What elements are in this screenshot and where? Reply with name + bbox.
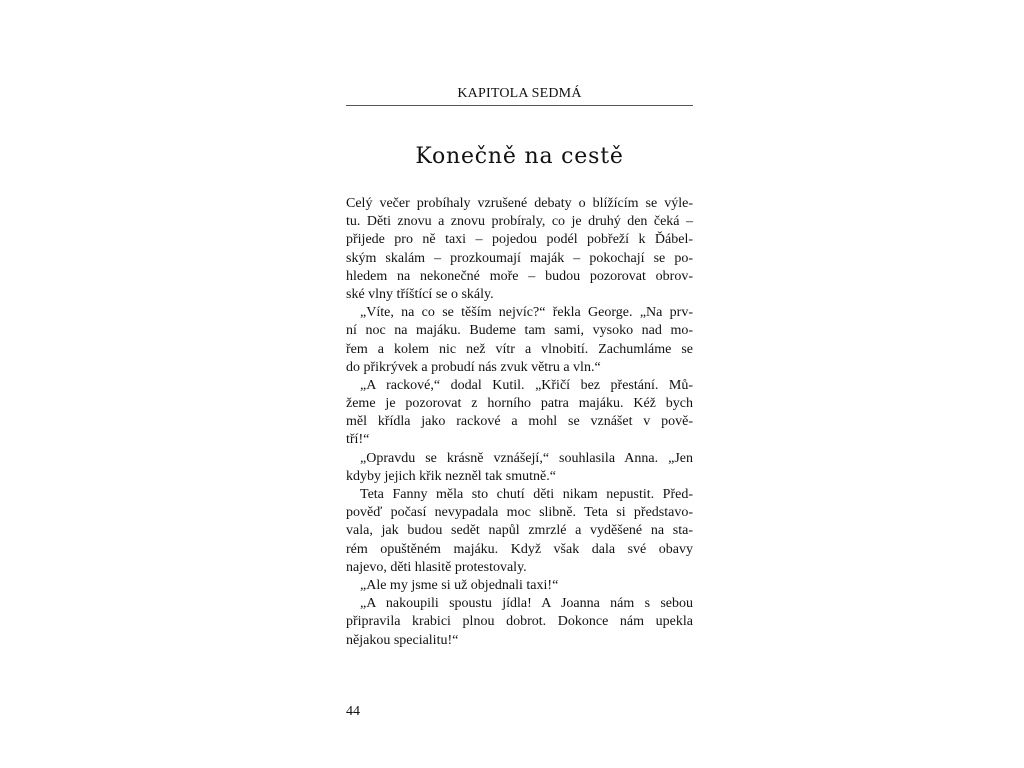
text-line: žeme je pozorovat z horního patra majáku. Kéž bych xyxy=(346,396,693,412)
text-line: pověď počasí nevypadala moc slibně. Teta si představo- xyxy=(346,505,693,521)
text-line: hledem na nekonečné moře – budou pozorovat obrov- xyxy=(346,268,693,284)
text-line: kdyby jejich křik nezněl tak smutně.“ xyxy=(346,468,556,484)
text-line: tu. Děti znovu a znovu probíraly, co je druhý den čeká – xyxy=(346,214,693,230)
body-text xyxy=(346,195,693,650)
text-line: „Víte, na co se těším nejvíc?“ řekla George. „Na prv- xyxy=(360,305,693,321)
header-rule xyxy=(346,105,693,106)
text-line: ní noc na majáku. Budeme tam sami, vysoko nad mo- xyxy=(346,323,693,339)
text-line: přijede pro ně taxi – pojedou podél pobřeží k Ďábel- xyxy=(346,232,693,248)
text-line: řem a kolem nic než vítr a vlnobití. Zachumláme se xyxy=(346,341,693,357)
text-line: připravila krabici plnou dobrot. Dokonce nám upekla xyxy=(346,614,693,630)
text-line: Teta Fanny měla sto chutí děti nikam nepustit. Před- xyxy=(360,487,693,502)
text-line: ským skalám – prozkoumají maják – pokochají se po- xyxy=(346,250,693,266)
text-line: do přikrývek a probudí nás zvuk větru a vln.“ xyxy=(346,359,601,375)
text-line: najevo, děti hlasitě protestovaly. xyxy=(346,559,527,575)
text-line: rém opuštěném majáku. Když však dala své obavy xyxy=(346,541,693,557)
page-number: 44 xyxy=(346,704,360,719)
text-line: ské vlny tříštící se o skály. xyxy=(346,286,494,302)
text-line: vala, jak budou sedět napůl zmrzlé a vyděšené na sta- xyxy=(346,523,693,539)
chapter-title: Konečně na cestě xyxy=(415,144,624,169)
text-line: „A nakoupili spoustu jídla! A Joanna nám s sebou xyxy=(360,596,693,612)
text-line: „Ale my jsme si už objednali taxi!“ xyxy=(360,577,559,593)
text-line: „Opravdu se krásně vznášejí,“ souhlasila Anna. „Jen xyxy=(360,450,693,466)
running-head: KAPITOLA SEDMÁ xyxy=(457,86,582,101)
text-line: tří!“ xyxy=(346,432,370,448)
text-line: měl křídla jako rackové a mohl se vznášet v pově- xyxy=(346,414,693,430)
text-line: nějakou specialitu!“ xyxy=(346,632,459,648)
text-line: Celý večer probíhaly vzrušené debaty o blížícím se výle- xyxy=(346,196,693,211)
text-line: „A rackové,“ dodal Kutil. „Křičí bez přestání. Mů- xyxy=(360,377,693,393)
